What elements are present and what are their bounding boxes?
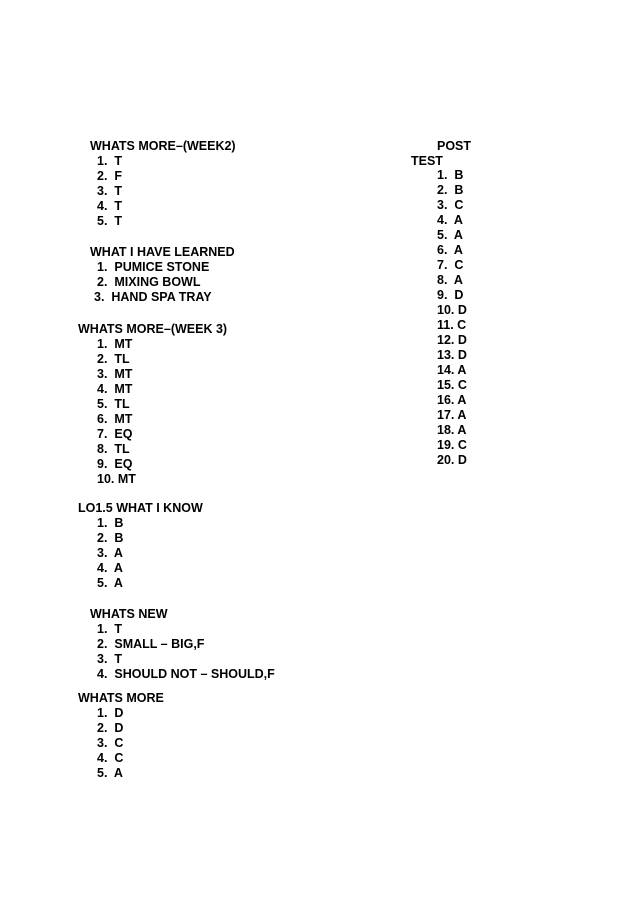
- list-item: 4. MT: [97, 382, 133, 396]
- list-item: 20. D: [437, 453, 467, 467]
- list-item: 10. MT: [97, 472, 136, 486]
- list-item: 2. TL: [97, 352, 130, 366]
- list-item: 4. SHOULD NOT – SHOULD,F: [97, 667, 275, 681]
- list-item: 7. C: [437, 258, 464, 272]
- list-item: 4. C: [97, 751, 124, 765]
- list-item: 3. T: [97, 652, 123, 666]
- list-item: 2. SMALL – BIG,F: [97, 637, 205, 651]
- list-item: 5. A: [97, 576, 123, 590]
- learned-heading: WHAT I HAVE LEARNED: [90, 245, 235, 259]
- list-item: 14. A: [437, 363, 467, 377]
- list-item: 2. F: [97, 169, 123, 183]
- week3-heading: WHATS MORE–(WEEK 3): [78, 322, 228, 336]
- week2-heading: WHATS MORE–(WEEK2): [90, 139, 236, 153]
- list-item: 1. B: [97, 516, 124, 530]
- list-item: 16. A: [437, 393, 467, 407]
- list-item: 2. B: [437, 183, 464, 197]
- list-item: 4. T: [97, 199, 123, 213]
- post-test-heading-post: POST: [437, 139, 472, 153]
- list-item: 3. C: [97, 736, 124, 750]
- new-heading: WHATS NEW: [90, 607, 168, 621]
- list-item: 13. D: [437, 348, 467, 362]
- list-item: 5. T: [97, 214, 123, 228]
- list-item: 5. TL: [97, 397, 130, 411]
- list-item: 15. C: [437, 378, 467, 392]
- list-item: 1. MT: [97, 337, 133, 351]
- list-item: 2. MIXING BOWL: [97, 275, 201, 289]
- list-item: 1. PUMICE STONE: [97, 260, 210, 274]
- list-item: 1. T: [97, 622, 123, 636]
- list-item: 2. D: [97, 721, 124, 735]
- list-item: 12. D: [437, 333, 467, 347]
- list-item: 10. D: [437, 303, 467, 317]
- list-item: 5. A: [97, 766, 123, 780]
- list-item: 6. MT: [97, 412, 133, 426]
- list-item: 11. C: [437, 318, 467, 332]
- list-item: 8. A: [437, 273, 463, 287]
- list-item: 7. EQ: [97, 427, 133, 441]
- post-test-heading-test: TEST: [411, 154, 443, 168]
- list-item: 3. T: [97, 184, 123, 198]
- list-item: 2. B: [97, 531, 124, 545]
- list-item: 1. B: [437, 168, 464, 182]
- list-item: 1. T: [97, 154, 123, 168]
- list-item: 3. C: [437, 198, 464, 212]
- list-item: 19. C: [437, 438, 467, 452]
- list-item: 8. TL: [97, 442, 130, 456]
- list-item: 4. A: [97, 561, 123, 575]
- list-item: 18. A: [437, 423, 467, 437]
- list-item: 17. A: [437, 408, 467, 422]
- lo15-heading: LO1.5 WHAT I KNOW: [78, 501, 203, 515]
- list-item: 1. D: [97, 706, 124, 720]
- list-item: 3. MT: [97, 367, 133, 381]
- list-item: 9. EQ: [97, 457, 133, 471]
- list-item: 9. D: [437, 288, 464, 302]
- list-item: 4. A: [437, 213, 463, 227]
- more-heading: WHATS MORE: [78, 691, 164, 705]
- list-item: 6. A: [437, 243, 463, 257]
- list-item: 3. A: [97, 546, 123, 560]
- list-item: 3. HAND SPA TRAY: [94, 290, 212, 304]
- list-item: 5. A: [437, 228, 463, 242]
